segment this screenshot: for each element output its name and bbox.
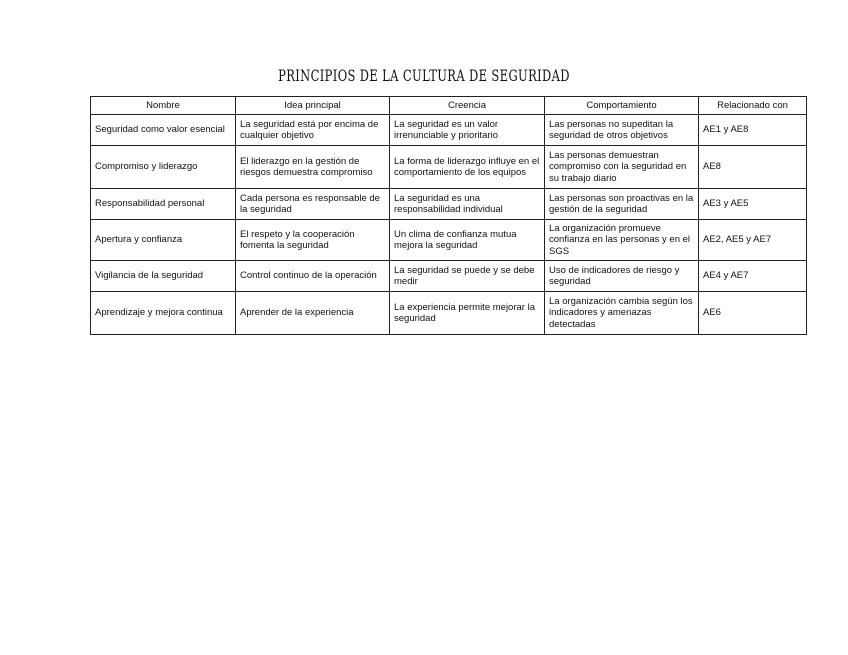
cell-idea-principal: Control continuo de la operación bbox=[236, 261, 390, 292]
cell-relacionado-con: AE1 y AE8 bbox=[699, 115, 807, 146]
cell-idea-principal: El respeto y la cooperación fomenta la seguridad bbox=[236, 220, 390, 261]
cell-creencia: La seguridad es un valor irrenunciable y prioritario bbox=[390, 115, 545, 146]
cell-comportamiento: Las personas son proactivas en la gestión de la seguridad bbox=[545, 189, 699, 220]
cell-creencia: La seguridad es una responsabilidad individual bbox=[390, 189, 545, 220]
cell-nombre: Apertura y confianza bbox=[91, 220, 236, 261]
header-nombre: Nombre bbox=[91, 97, 236, 115]
cell-nombre: Responsabilidad personal bbox=[91, 189, 236, 220]
page-title: PRINCIPIOS DE LA CULTURA DE SEGURIDAD bbox=[278, 66, 570, 85]
table-header-row bbox=[91, 97, 807, 115]
cell-relacionado-con: AE3 y AE5 bbox=[699, 189, 807, 220]
cell-comportamiento: La organización promueve confianza en las personas y en el SGS bbox=[545, 220, 699, 261]
principles-table bbox=[90, 96, 807, 335]
cell-nombre: Vigilancia de la seguridad bbox=[91, 261, 236, 292]
cell-idea-principal: Cada persona es responsable de la seguridad bbox=[236, 189, 390, 220]
header-idea-principal: Idea principal bbox=[236, 97, 390, 115]
table-row bbox=[91, 146, 807, 189]
cell-comportamiento: Uso de indicadores de riesgo y seguridad bbox=[545, 261, 699, 292]
cell-idea-principal: Aprender de la experiencia bbox=[236, 292, 390, 335]
cell-nombre: Seguridad como valor esencial bbox=[91, 115, 236, 146]
cell-creencia: La seguridad se puede y se debe medir bbox=[390, 261, 545, 292]
table-row bbox=[91, 261, 807, 292]
table-row bbox=[91, 292, 807, 335]
table-row bbox=[91, 220, 807, 261]
header-creencia: Creencia bbox=[390, 97, 545, 115]
cell-nombre: Compromiso y liderazgo bbox=[91, 146, 236, 189]
cell-relacionado-con: AE8 bbox=[699, 146, 807, 189]
cell-creencia: La forma de liderazgo influye en el comportamiento de los equipos bbox=[390, 146, 545, 189]
cell-creencia: Un clima de confianza mutua mejora la seguridad bbox=[390, 220, 545, 261]
cell-comportamiento: La organización cambia según los indicadores y amenazas detectadas bbox=[545, 292, 699, 335]
cell-relacionado-con: AE2, AE5 y AE7 bbox=[699, 220, 807, 261]
cell-idea-principal: La seguridad está por encima de cualquier objetivo bbox=[236, 115, 390, 146]
header-comportamiento: Comportamiento bbox=[545, 97, 699, 115]
cell-comportamiento: Las personas no supeditan la seguridad de otros objetivos bbox=[545, 115, 699, 146]
cell-relacionado-con: AE4 y AE7 bbox=[699, 261, 807, 292]
cell-creencia: La experiencia permite mejorar la seguridad bbox=[390, 292, 545, 335]
cell-nombre: Aprendizaje y mejora continua bbox=[91, 292, 236, 335]
table-row bbox=[91, 189, 807, 220]
table-row bbox=[91, 115, 807, 146]
header-relacionado-con: Relacionado con bbox=[699, 97, 807, 115]
cell-idea-principal: El liderazgo en la gestión de riesgos demuestra compromiso bbox=[236, 146, 390, 189]
cell-relacionado-con: AE6 bbox=[699, 292, 807, 335]
cell-comportamiento: Las personas demuestran compromiso con la seguridad en su trabajo diario bbox=[545, 146, 699, 189]
